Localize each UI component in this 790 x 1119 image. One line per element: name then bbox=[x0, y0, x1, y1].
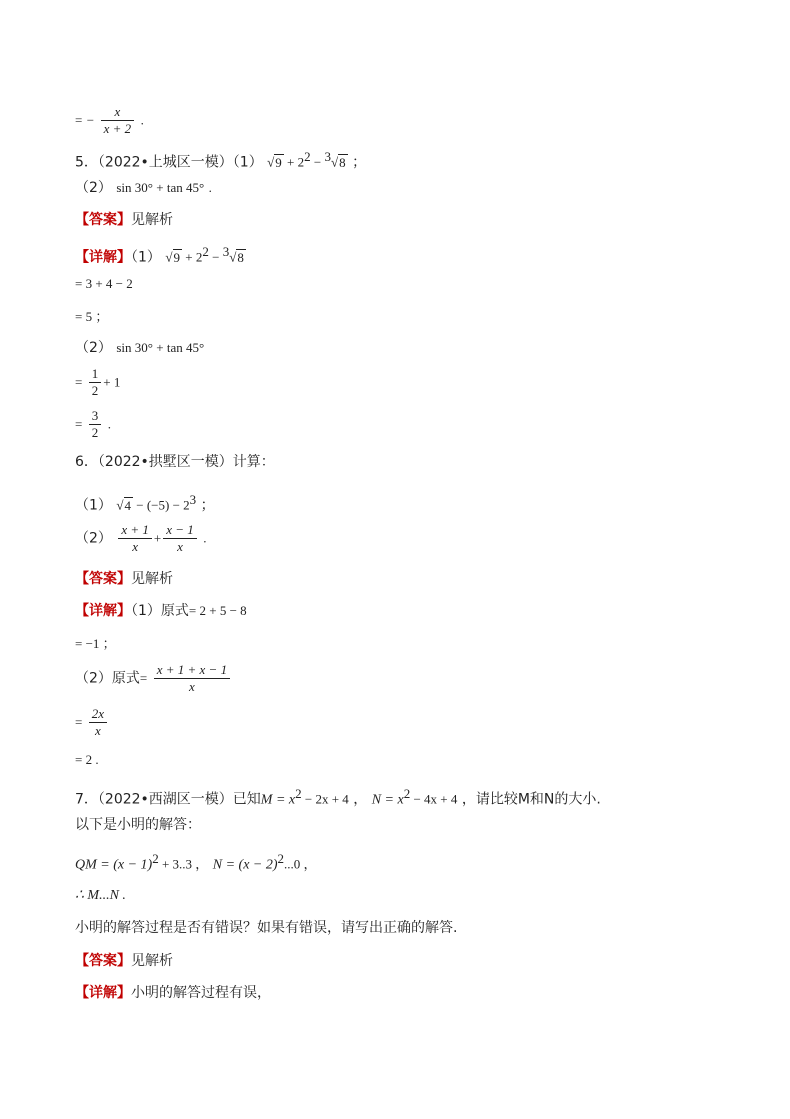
answer-text: 见解析 bbox=[131, 953, 173, 969]
fraction bbox=[163, 522, 197, 555]
expression: QM = (x − 1) bbox=[75, 857, 153, 873]
root-index: 3 bbox=[324, 149, 331, 164]
trig-expression: sin 30° + tan 45° bbox=[116, 340, 205, 355]
q6-step-2 bbox=[75, 662, 232, 695]
question-5-detail bbox=[75, 242, 246, 268]
exponent: 2 bbox=[277, 851, 285, 866]
part-label: （2） bbox=[75, 530, 112, 547]
cube-root-expression: √8 bbox=[330, 154, 346, 170]
semicolon: ； bbox=[352, 154, 367, 171]
question-6-detail bbox=[75, 601, 247, 621]
radicand: 9 bbox=[275, 154, 282, 170]
exponent: 2 bbox=[304, 149, 311, 164]
term: + 2 bbox=[182, 249, 203, 265]
radicand: 8 bbox=[237, 249, 244, 265]
question-5-heading bbox=[75, 147, 366, 173]
sqrt-expression: √9 bbox=[165, 249, 181, 265]
detail-tag: 【详解】 bbox=[75, 985, 131, 1001]
denominator: x bbox=[95, 723, 101, 738]
q5-step-5 bbox=[75, 408, 111, 441]
denominator: 2 bbox=[91, 383, 99, 398]
exponent: 2 bbox=[295, 786, 302, 801]
answer-tag: 【答案】 bbox=[75, 571, 131, 587]
period: . bbox=[140, 112, 144, 128]
sqrt-expression: √4 bbox=[116, 497, 132, 513]
numerator: x bbox=[101, 104, 135, 121]
numerator: x − 1 bbox=[163, 522, 197, 539]
question-5-label: 5．（2022•上城区一模）（1） bbox=[75, 154, 263, 171]
q5-step-2: = 5 ； bbox=[75, 309, 109, 324]
equals-sign: = bbox=[75, 714, 83, 730]
q5-step-4 bbox=[75, 366, 120, 399]
period: . bbox=[203, 530, 207, 546]
numerator: 3 bbox=[89, 408, 102, 425]
answer-text: 见解析 bbox=[131, 571, 173, 587]
n-definition: N = x bbox=[371, 792, 404, 808]
answer-tag: 【答案】 bbox=[75, 212, 131, 228]
fraction bbox=[118, 522, 152, 555]
denominator: x bbox=[177, 539, 183, 554]
answer-text: 见解析 bbox=[131, 212, 173, 228]
question-6-part-1 bbox=[75, 490, 215, 516]
equals-sign: = bbox=[75, 416, 83, 432]
cube-root-expression: √8 bbox=[229, 249, 244, 265]
numerator: x + 1 bbox=[118, 522, 152, 539]
fraction bbox=[154, 662, 230, 695]
detail-tag: 【详解】 bbox=[75, 249, 131, 266]
expression: N = (x − 2) bbox=[212, 857, 278, 873]
question-tail: ，请比较M和N的大小. bbox=[461, 791, 601, 808]
question-7-heading bbox=[75, 784, 601, 811]
radicand: 8 bbox=[339, 154, 346, 170]
q7-solution-line-2: ∴ M...N . bbox=[75, 888, 126, 903]
term: − 2x + 4 bbox=[301, 791, 349, 807]
term: − 4x + 4 bbox=[410, 791, 458, 807]
minus-sign: − bbox=[310, 154, 325, 170]
term: ...0 ， bbox=[284, 856, 317, 872]
q5-step-1: = 3 + 4 − 2 bbox=[75, 276, 133, 291]
comma: ， bbox=[353, 791, 368, 808]
equals-sign: = bbox=[75, 112, 83, 128]
denominator: x + 2 bbox=[103, 121, 132, 136]
part-label: （2）原式 bbox=[75, 670, 140, 687]
line-result-fraction bbox=[75, 104, 144, 137]
numerator: 2x bbox=[89, 706, 107, 723]
equals-sign: = bbox=[139, 670, 148, 686]
fraction bbox=[101, 104, 135, 137]
part-label: （2） bbox=[75, 340, 112, 356]
question-5-answer bbox=[75, 210, 173, 230]
question-7-detail bbox=[75, 983, 271, 1003]
minus-sign: − bbox=[86, 112, 95, 128]
q7-question: 小明的解答过程是否有错误？如果有错误，请写出正确的解答. bbox=[75, 920, 458, 936]
sqrt-expression: √9 bbox=[267, 154, 282, 170]
term: + 1 bbox=[103, 374, 121, 390]
part-label: （1） bbox=[131, 249, 161, 266]
q6-step-3 bbox=[75, 706, 109, 739]
plus-sign: + bbox=[153, 530, 162, 546]
numerator: 1 bbox=[89, 366, 102, 383]
exponent: 2 bbox=[202, 244, 209, 259]
answer-tag: 【答案】 bbox=[75, 953, 131, 969]
radicand: 4 bbox=[124, 497, 132, 513]
term: + 2 bbox=[283, 154, 305, 170]
question-6-heading: 6．（2022•拱墅区一模）计算： bbox=[75, 454, 275, 470]
detail-text: 小明的解答过程有误， bbox=[131, 985, 271, 1001]
numerator: x + 1 + x − 1 bbox=[154, 662, 230, 679]
q5-step-3 bbox=[75, 338, 204, 358]
exponent: 2 bbox=[152, 851, 159, 866]
fraction bbox=[89, 366, 102, 399]
fraction bbox=[89, 706, 107, 739]
trig-expression: sin 30° + tan 45° bbox=[116, 180, 205, 195]
fraction bbox=[89, 408, 102, 441]
semicolon: ； bbox=[200, 497, 215, 514]
denominator: x bbox=[132, 539, 139, 554]
denominator: 2 bbox=[91, 425, 99, 440]
expression: = 2 + 5 − 8 bbox=[188, 603, 247, 618]
root-index: 3 bbox=[222, 244, 230, 259]
minus-sign: − bbox=[208, 249, 223, 265]
period: . bbox=[208, 180, 212, 195]
m-definition: M = x bbox=[260, 792, 296, 808]
question-6-part-2 bbox=[75, 522, 207, 555]
question-7-answer bbox=[75, 951, 173, 971]
q6-step-4: = 2 . bbox=[75, 752, 99, 767]
exponent: 3 bbox=[189, 492, 197, 507]
denominator: x bbox=[189, 679, 195, 694]
detail-text: （1）原式 bbox=[131, 603, 189, 619]
q6-step-1: = −1 ； bbox=[75, 636, 116, 651]
q7-intro: 以下是小明的解答： bbox=[75, 817, 201, 833]
question-7-label: 7．（2022•西湖区一模）已知 bbox=[75, 791, 261, 808]
radicand: 9 bbox=[173, 249, 181, 265]
q7-solution-line-1 bbox=[75, 849, 317, 876]
part-label: （1） bbox=[75, 497, 112, 514]
exponent: 2 bbox=[403, 786, 411, 801]
term: + 3..3 ， bbox=[158, 856, 209, 872]
period: . bbox=[107, 416, 111, 432]
part-label: （2） bbox=[75, 180, 112, 196]
detail-tag: 【详解】 bbox=[75, 603, 131, 619]
question-5-part-2 bbox=[75, 178, 212, 198]
equals-sign: = bbox=[75, 374, 83, 390]
question-6-answer bbox=[75, 569, 173, 589]
term: − (−5) − 2 bbox=[133, 497, 190, 513]
